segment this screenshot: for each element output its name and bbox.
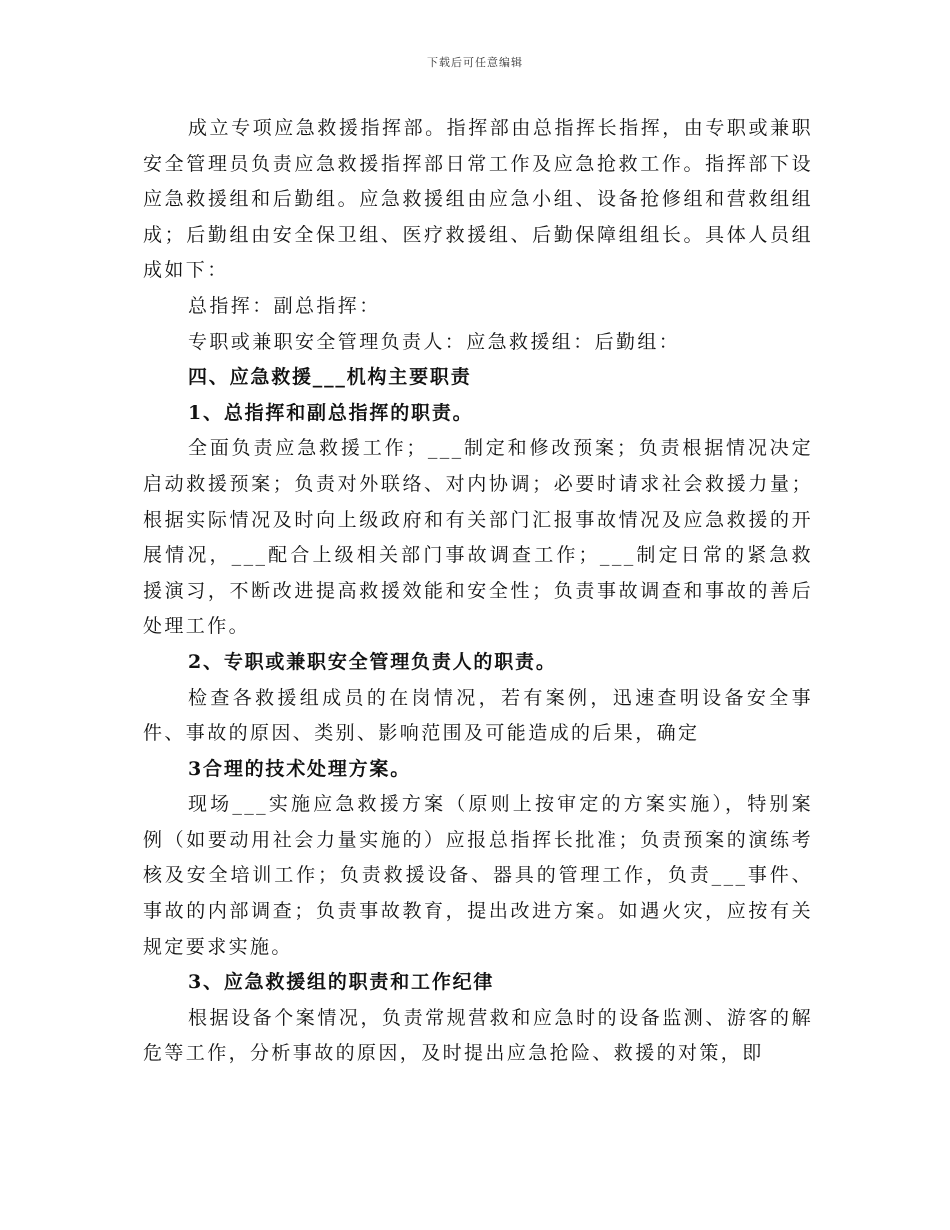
paragraph-groups: 专职或兼职安全管理负责人：应急救援组：后勤组： <box>188 330 681 353</box>
paragraph-on-site-plan: 现场___实施应急救援方案（原则上按审定的方案实施），特别案例（如要动用社会力量实施的）应报总指挥长批准；负责预案的演练考核及安全培训工作；负责救援设备、器具的管理工作，负责___事件、事故的内部调查；负责事故教育，提出改进方案。如遇火灾，应按有关规定要求实施。 <box>143 793 813 958</box>
subheading-3-plan: 3合理的技术处理方案。 <box>188 757 412 780</box>
document-body <box>143 111 813 1072</box>
paragraph-rescue-group-duties: 根据设备个案情况，负责常规营救和应急时的设备监测、游客的解危等工作，分析事故的原因，及时提出应急抢险、救援的对策，即 <box>143 1006 813 1065</box>
subheading-1: 1、总指挥和副总指挥的职责。 <box>188 401 474 424</box>
paragraph-commanders: 总指挥：副总指挥： <box>188 294 381 317</box>
header-note: 下载后可任意编辑 <box>427 56 523 69</box>
paragraph-safety-manager-duties: 检查各救援组成员的在岗情况，若有案例，迅速查明设备安全事件、事故的原因、类别、影响范围及可能造成的后果，确定 <box>143 686 813 745</box>
paragraph-commander-duties: 全面负责应急救援工作；___制定和修改预案；负责根据情况决定启动救援预案；负责对外联络、对内协调；必要时请求社会救援力量；根据实际情况及时向上级政府和有关部门汇报事故情况及应急救援的开展情况，___配合上级相关部门事故调查工作；___制定日常的紧急救援演习，不断改进提高救援效能和安全性；负责事故调查和事故的善后处理工作。 <box>143 437 813 638</box>
paragraph-command-setup: 成立专项应急救援指挥部。指挥部由总指挥长指挥，由专职或兼职安全管理员负责应急救援指挥部日常工作及应急抢救工作。指挥部下设应急救援组和后勤组。应急救援组由应急小组、设备抢修组和营救组组成；后勤组由安全保卫组、医疗救援组、后勤保障组组长。具体人员组成如下： <box>143 117 813 282</box>
section-heading-4: 四、应急救援___机构主要职责 <box>188 366 472 389</box>
subheading-2: 2、专职或兼职安全管理负责人的职责。 <box>188 650 557 673</box>
subheading-3-rescue-group: 3、应急救援组的职责和工作纪律 <box>188 971 495 994</box>
